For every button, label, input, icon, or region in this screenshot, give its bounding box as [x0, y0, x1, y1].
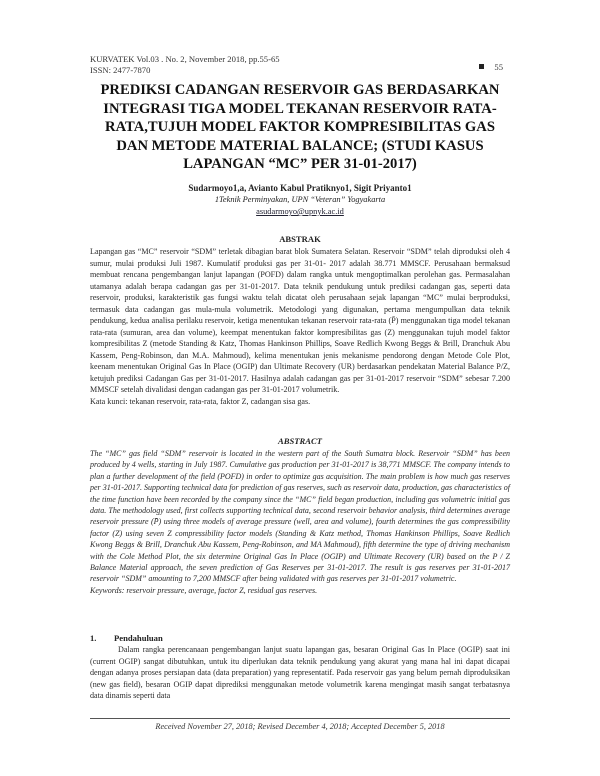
abstract-keywords: Keywords: reservoir pressure, average, factor Z, residual gas reserves.	[90, 585, 318, 595]
received-dates: Received November 27, 2018; Revised December 4, 2018; Accepted December 5, 2018	[155, 722, 445, 731]
section-heading-introduction: 1. Pendahuluan	[90, 633, 163, 643]
square-bullet-icon	[479, 64, 484, 69]
footer-divider	[90, 718, 510, 719]
abstract-heading: ABSTRACT	[278, 436, 322, 446]
abstract-body	[90, 448, 510, 596]
author-names: Sudarmoyo1,a, Avianto Kabul Pratiknyo1, Sigit Priyanto1	[188, 183, 412, 193]
author-affiliation: 1Teknik Perminyakan, UPN “Veteran” Yogyakarta	[214, 195, 386, 204]
abstract-text: The “MC” gas field “SDM” reservoir is located in the western part of the South Sumatra block. Reservoir “SDM” has been produced by 4 wells, starting in July 1987. Cumulative gas production per 31-01-2017 is 38,771 MMSCF. The company intends to plan a further development of the field (POFD) in order to optimize gas acquisition. The main problem is how much gas reserves per 31-01-2017. Supporting technical data for prediction of gas reserves, such as reservoir data, production, gas characteristics of the time function have been recorded by the company since the “MC” field began production, including gas volumetric initial gas data. The methodology used, first collects supporting technical data, second reservoir behavior analysis, third determines average reservoir pressure (P̄) using three models of average pressure (well, area and volume), fourth determines the gas compressibility factor (Z) using seven Z compressibility factor models (Standing & Katz method, Thomas Hankinson Phillips, Soave Redlich Kwong Beggs & Brill, Dranchuk Abu Kassem, Peng-Robinson, and MA Mahmoud), fifth determine the type of driving mechanism with the Cole Method Plot, the six determine Original Gas In Place (OGIP) and Ultimate Recovery (UR) based on the P / Z Balance Material approach, the seven prediction of Gas Reserves per 31-01-2017. The result is gas reserves per 31-01-2017 reservoir “SDM” amounting to 7,200 MMSCF after being validated with gas reserves per 31-01-2017 volumetric.	[90, 449, 510, 584]
page-number: 55	[479, 62, 503, 72]
author-block	[90, 182, 510, 218]
abstrak-heading: ABSTRAK	[279, 234, 321, 244]
journal-header: KURVATEK Vol.03 . No. 2, November 2018, pp.55-65	[90, 54, 280, 64]
paper-title: PREDIKSI CADANGAN RESERVOIR GAS BERDASARKAN INTEGRASI TIGA MODEL TEKANAN RESERVOIR RATA-RATA,TUJUH MODEL FAKTOR KOMPRESIBILITAS GAS DAN METODE MATERIAL BALANCE; (STUDI KASUS LAPANGAN “MC” PER 31-01-2017)	[100, 82, 500, 172]
author-email[interactable]: asudarmoyo@upnyk.ac.id	[256, 207, 344, 216]
abstrak-keywords: Kata kunci: tekanan reservoir, rata-rata, faktor Z, cadangan sisa gas.	[90, 396, 311, 406]
abstrak-body	[90, 246, 510, 407]
issn-line: ISSN: 2477-7870	[90, 65, 151, 75]
introduction-text: Dalam rangka perencanaan pengembangan lanjut suatu lapangan gas, besaran Original Gas In Place (OGIP) saat ini (current OGIP) sangat dibutuhkan, untuk itu diperlukan data teknik pendukung yang akurat yang mana hal ini dapat dicapai dengan adanya proses persiapan data (data preparation) yang representatif. Pada reservoir gas yang belum pernah diproduksikan (new gas field), besaran OGIP dapat diprediksi menggunakan metode volumetrik karena mengingat masih sangat terbatasnya data dinamis seperti data	[90, 645, 510, 700]
abstrak-text: Lapangan gas “MC” reservoir “SDM” terletak dibagian barat blok Sumatera Selatan. Reservoir “SDM” telah diproduksi oleh 4 sumur, mulai produksi Juli 1987. Kumulatif produksi gas per 31-01- 2017 adalah 38.771 MMSCF. Perusahaan bermaksud membuat rencana pengembangan lanjut lapangan (POFD) dalam rangka untuk mengoptimalkan perolehan gas. Permasalahan utamanya adalah berapa cadangan gas per 31-01-2017. Data teknik pendukung untuk prediksi cadangan gas, seperti data reservoir, produksi, karakteristik gas fungsi waktu telah dicatat oleh perusahaan sejak lapangan “MC” mulai berproduksi, termasuk data cadangan gas mula-mula volumetrik. Metodologi yang digunakan, pertama mengumpulkan data teknik pendukung, kedua analisa perilaku reservoir, ketiga menentukan tekanan reservoir rata-rata (P̄) menggunakan tiga model tekanan rata-rata (sumuran, area dan volume), keempat menentukan faktor kompresibilitas gas (Z) menggunakan tujuh model faktor kompresibilitas Z (metode Standing & Katz, Thomas Hankinson Phillips, Soave Redlich Kwong Beggs & Brill, Dranchuk Abu Kassem, Peng-Robinson, dan M.A. Mahmoud), kelima menentukan jenis mekanisme pendorong dengan Metode Cole Plot, keenam menentukan Original Gas In Place (OGIP) dan Ultimate Recovery (UR) berdasarkan pendekatan Material Balance P/Z, ketujuh prediksi Cadangan Gas per 31-01-2017. Hasilnya adalah cadangan gas per 31-01-2017 reservoir “SDM” sebesar 7.200 MMSCF setelah divalidasi dengan cadangan gas per 31-01-2017 volumetrik.	[90, 247, 510, 394]
